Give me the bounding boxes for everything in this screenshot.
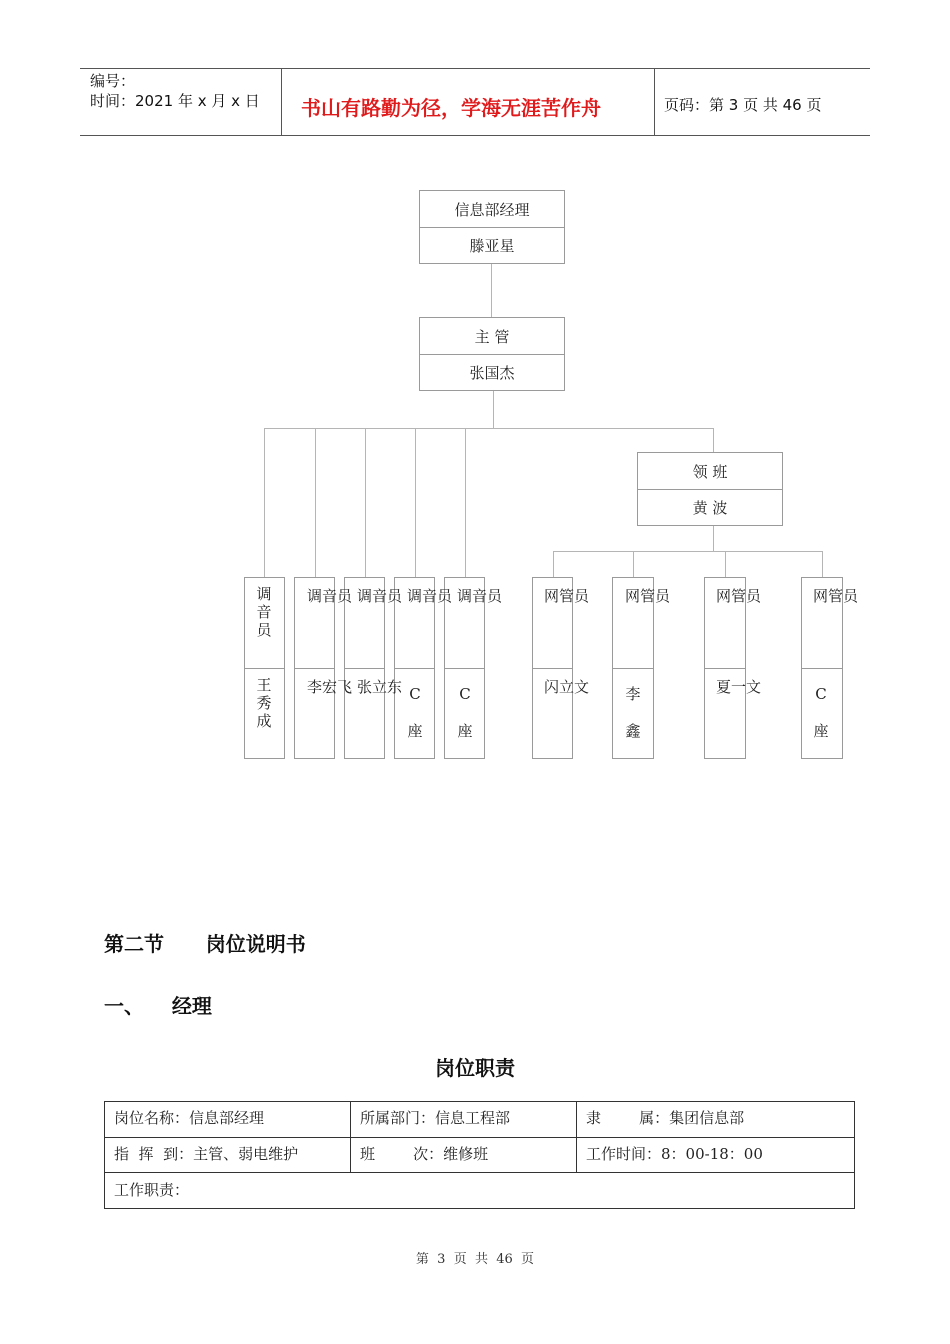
header-page-info: 页码：第 3 页 共 46 页 xyxy=(664,96,822,114)
connector-leader-down xyxy=(713,526,714,552)
netadmin-3-name: 夏一文 xyxy=(716,678,762,696)
org-box-manager xyxy=(419,190,565,264)
netadmin-1-title: 网管员 xyxy=(544,587,590,605)
table-row-divider-1 xyxy=(104,1137,855,1138)
cell-shift: 班 次：维修班 xyxy=(360,1145,489,1163)
org-box-leader xyxy=(637,452,783,526)
connector-netadmin-2 xyxy=(633,551,634,578)
netadmin-2-name: 李鑫 xyxy=(625,685,641,740)
table-border-left xyxy=(104,1101,105,1209)
netadmin-4-name: C座 xyxy=(813,685,829,740)
connector-netadmin-3 xyxy=(725,551,726,578)
tuner-1-name: 王秀成 xyxy=(256,676,272,730)
netadmin-4-divider xyxy=(802,668,842,669)
cell-work-hours: 工作时间：8：00-18：00 xyxy=(586,1145,763,1163)
table-border-bottom xyxy=(104,1208,855,1209)
tuner-3-name: 张立东 xyxy=(357,678,403,696)
netadmin-2-title: 网管员 xyxy=(625,587,671,605)
tuner-1-divider xyxy=(245,668,284,669)
page-footer: 第 3 页 共 46 页 xyxy=(415,1252,535,1267)
doc-number-label: 编号： xyxy=(90,72,136,90)
header-bottom-border xyxy=(80,135,870,136)
connector-tuner-4 xyxy=(415,428,416,578)
org-box-supervisor xyxy=(419,317,565,391)
table-col-divider-1 xyxy=(350,1101,351,1173)
header-motto: 书山有路勤为径，学海无涯苦作舟 xyxy=(301,96,601,120)
tuner-3-divider xyxy=(345,668,384,669)
supervisor-box-divider xyxy=(420,354,564,355)
tuner-4-name: C座 xyxy=(407,685,423,740)
connector-manager-supervisor xyxy=(491,264,492,318)
cell-reports-to: 隶 属：集团信息部 xyxy=(586,1109,745,1127)
connector-tuner-3 xyxy=(365,428,366,578)
tuner-4-divider xyxy=(395,668,434,669)
leader-title: 领 班 xyxy=(692,463,728,481)
tuner-3-title: 调音员 xyxy=(357,587,403,605)
cell-direct-reports: 指 挥 到：主管、弱电维护 xyxy=(114,1145,299,1163)
header-divider-left xyxy=(281,68,282,136)
connector-leader xyxy=(713,428,714,453)
cell-position-name: 岗位名称：信息部经理 xyxy=(114,1109,265,1127)
leader-name: 黄 波 xyxy=(692,499,728,517)
supervisor-name: 张国杰 xyxy=(469,364,515,382)
tuner-2-name: 李宏飞 xyxy=(307,678,353,696)
doc-time-label: 时间：2021 年 x 月 x 日 xyxy=(90,92,260,110)
connector-netadmin-4 xyxy=(822,551,823,578)
section-title: 第二节 岗位说明书 xyxy=(104,932,306,956)
header-top-border xyxy=(80,68,870,69)
subsection-title: 一、 经理 xyxy=(104,994,212,1018)
tuner-5-title: 调音员 xyxy=(457,587,503,605)
tuner-1-title: 调音员 xyxy=(256,585,272,639)
cell-department: 所属部门：信息工程部 xyxy=(360,1109,511,1127)
connector-tuner-5 xyxy=(465,428,466,578)
connector-netadmin-1 xyxy=(553,551,554,578)
manager-title: 信息部经理 xyxy=(454,201,530,219)
netadmin-1-divider xyxy=(533,668,572,669)
connector-tuner-2 xyxy=(315,428,316,578)
cell-responsibilities: 工作职责： xyxy=(114,1181,190,1199)
table-title: 岗位职责 xyxy=(435,1056,515,1080)
table-border-top xyxy=(104,1101,855,1102)
table-row-divider-2 xyxy=(104,1172,855,1173)
manager-name: 滕亚星 xyxy=(469,237,515,255)
tuner-2-title: 调音员 xyxy=(307,587,353,605)
connector-level3-horizontal xyxy=(264,428,714,429)
tuner-2-divider xyxy=(295,668,334,669)
header-divider-right xyxy=(654,68,655,136)
manager-box-divider xyxy=(420,227,564,228)
table-col-divider-2 xyxy=(576,1101,577,1173)
supervisor-title: 主 管 xyxy=(474,328,510,346)
netadmin-2-divider xyxy=(613,668,653,669)
netadmin-4-title: 网管员 xyxy=(813,587,859,605)
leader-box-divider xyxy=(638,489,782,490)
tuner-5-name: C座 xyxy=(457,685,473,740)
netadmin-3-divider xyxy=(705,668,745,669)
table-border-right xyxy=(854,1101,855,1209)
netadmin-3-title: 网管员 xyxy=(716,587,762,605)
netadmin-1-name: 闪立文 xyxy=(544,678,590,696)
tuner-5-divider xyxy=(445,668,484,669)
connector-netadmin-horizontal xyxy=(553,551,823,552)
tuner-4-title: 调音员 xyxy=(407,587,453,605)
connector-supervisor-down xyxy=(493,391,494,429)
connector-tuner-1 xyxy=(264,428,265,578)
